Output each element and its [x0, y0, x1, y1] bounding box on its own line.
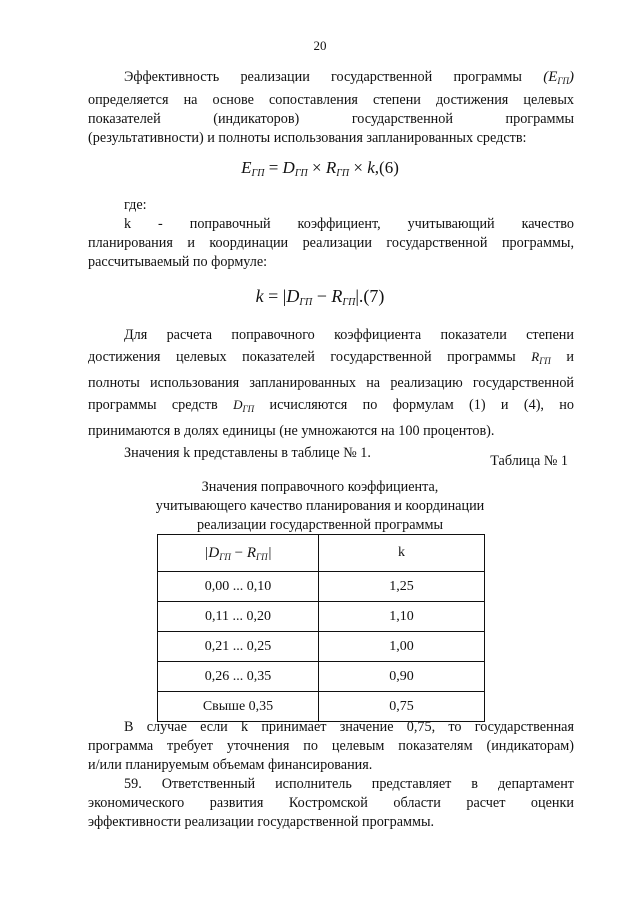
k-cell: 0,90: [319, 662, 485, 692]
text-line: (результативности) и полноты использования запланированных средств:: [88, 130, 527, 146]
text-line: рассчитываемый по формуле:: [88, 254, 268, 270]
text-line: 59. Ответственный исполнитель представляет в департамент: [124, 776, 574, 792]
text-line: определяется на основе сопоставления степени достижения целевых: [88, 92, 574, 108]
k-cell: 1,25: [319, 572, 485, 602]
text-line: [88, 68, 574, 91]
inline-formula-d: $D_{ГП}$: [233, 397, 255, 414]
table-row: [158, 572, 485, 602]
inline-formula-e: $(E_{ГП})$: [543, 69, 574, 86]
text-fragment: Эффективность реализации государственной программы: [124, 69, 522, 85]
table-row: [158, 602, 485, 632]
text-line: планирования и координации реализации государственной программы,: [88, 235, 574, 251]
k-cell: 1,00: [319, 632, 485, 662]
where-block: [88, 196, 574, 272]
text-line: программа требует уточнения по целевым показателям (индикаторам): [88, 738, 574, 754]
table-row: [158, 662, 485, 692]
table-row: [158, 692, 485, 722]
text-line: Значения k представлены в таблице № 1.: [124, 445, 371, 461]
range-cell: 0,11 ... 0,20: [158, 602, 319, 632]
table-label: Таблица № 1: [490, 453, 568, 469]
text-line: программы средств $D_{ГП}$ исчисляются по формулам (1) и (4), но: [88, 397, 574, 414]
table-title: [0, 478, 640, 535]
header-cell-difference: $|D_{ГП} - R_{ГП}|$: [158, 535, 319, 572]
where-label: где:: [124, 197, 147, 213]
table-title-line: реализации государственной программы: [196, 517, 444, 533]
header-cell-k: k: [319, 535, 485, 572]
inline-formula-r: $R_{ГП}$: [531, 349, 551, 366]
table-row: [158, 632, 485, 662]
text-line: показателей (индикаторов) государственной программы: [88, 111, 574, 127]
text-line: принимаются в долях единицы (не умножаются на 100 процентов).: [88, 423, 495, 439]
text-line: экономического развития Костромской области расчет оценки: [88, 795, 574, 811]
range-cell: 0,00 ... 0,10: [158, 572, 319, 602]
paragraph-59: [88, 775, 574, 832]
text-line: Для расчета поправочного коэффициента показатели степени: [124, 327, 574, 343]
formula-6: $E_{ГП} = D_{ГП} \times R_{ГП} \times k,(6)$: [241, 158, 399, 179]
page-number: 20: [313, 38, 327, 53]
range-cell: 0,26 ... 0,35: [158, 662, 319, 692]
range-cell: Свыше 0,35: [158, 692, 319, 722]
text-line: достижения целевых показателей государственной программы $R_{ГП}$ и: [88, 349, 575, 366]
k-cell: 0,75: [319, 692, 485, 722]
text-line: В случае если k принимает значение 0,75, то государственная: [124, 719, 574, 735]
paragraph-k-075: [88, 718, 574, 775]
text-line: k - поправочный коэффициент, учитывающий качество: [124, 216, 574, 232]
text-line: эффективности реализации государственной программы.: [88, 814, 435, 830]
table-title-line: учитывающего качество планирования и координации: [155, 498, 485, 514]
text-line: и/или планируемым объемам финансирования.: [88, 757, 373, 773]
k-cell: 1,10: [319, 602, 485, 632]
table-header-row: [158, 535, 485, 572]
table-title-line: Значения поправочного коэффициента,: [201, 479, 439, 495]
paragraph-efficiency: [88, 68, 574, 148]
text-line: полноты использования запланированных на реализацию государственной: [88, 375, 574, 391]
coefficient-table: [157, 534, 485, 722]
formula-7: $k = |D_{ГП} - R_{ГП}|.(7)$: [255, 286, 385, 308]
paragraph-coefficient: [88, 324, 574, 464]
range-cell: 0,21 ... 0,25: [158, 632, 319, 662]
